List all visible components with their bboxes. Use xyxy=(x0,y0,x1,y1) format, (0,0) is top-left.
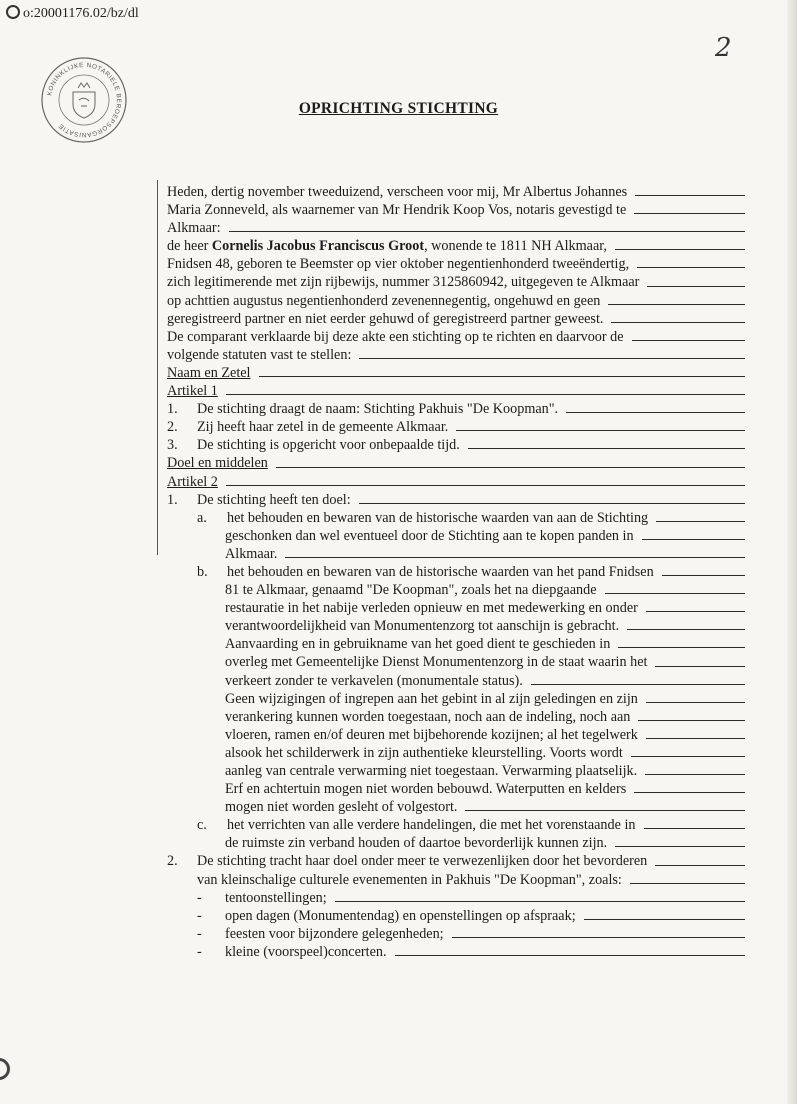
text: Alkmaar. xyxy=(225,545,278,562)
filler-line xyxy=(618,647,745,648)
text: volgende statuten vast te stellen: xyxy=(167,346,352,363)
handwritten-page-number: 2 xyxy=(715,33,732,63)
bullet-text: kleine (voorspeel)concerten. xyxy=(225,943,387,960)
sub-item-a xyxy=(167,527,745,545)
bullet-text: feesten voor bijzondere gelegenheden; xyxy=(225,925,444,942)
filler-line xyxy=(608,304,745,305)
bullet-dash: - xyxy=(197,889,202,906)
sub-item-c xyxy=(167,834,745,852)
filler-line xyxy=(630,883,745,884)
text xyxy=(167,491,351,509)
deed-body xyxy=(167,183,745,961)
text xyxy=(197,563,654,581)
filler-line xyxy=(615,249,745,250)
text: alsook het schilderwerk in zijn authentieke kleurstelling. Voorts wordt xyxy=(225,744,623,761)
text: aanleg van centrale verwarming niet toegestaan. Verwarming plaatselijk. xyxy=(225,763,638,779)
item-number: 1. xyxy=(167,491,178,508)
sub-item-b xyxy=(167,672,745,690)
filler-line xyxy=(335,901,745,902)
text xyxy=(197,925,444,943)
filler-line xyxy=(359,503,745,504)
sub-item-b xyxy=(167,563,745,581)
page-edge-shadow xyxy=(787,0,797,1104)
item-number: 2. xyxy=(167,853,178,870)
document-reference xyxy=(6,5,139,22)
sub-item-b xyxy=(167,653,745,671)
filler-line xyxy=(634,792,745,793)
filler-line xyxy=(644,828,745,829)
item-number: 3. xyxy=(167,437,178,454)
artikel-1-heading: Artikel 1 xyxy=(167,383,218,400)
text: verankering kunnen worden toegestaan, noch aan de indeling, noch aan xyxy=(225,708,631,725)
text xyxy=(167,852,647,870)
text: zich legitimerende met zijn rijbewijs, nummer 3125860942, uitgegeven te Alkmaar xyxy=(167,274,640,291)
text: de heer xyxy=(167,238,212,255)
text: Geen wijzigingen of ingrepen aan het gebint in al zijn geledingen en zijn xyxy=(225,690,638,707)
sub-item-c xyxy=(167,816,745,834)
filler-line xyxy=(642,539,745,540)
sub-item-b xyxy=(167,635,745,653)
filler-line xyxy=(646,702,745,703)
text: van kleinschalige culturele evenementen in Pakhuis "De Koopman", zoals: xyxy=(197,871,622,888)
bullet-dash: - xyxy=(197,925,202,942)
item-letter: a. xyxy=(197,509,207,526)
intro-line xyxy=(167,183,745,201)
text: restauratie in het nabije verleden opnieuw en met medewerking en onder xyxy=(225,600,638,617)
item-text: het behouden en bewaren van de historische waarden van het pand Fnidsen xyxy=(227,563,654,580)
text: geschonken dan wel eventueel door de Stichting aan te kopen panden in xyxy=(225,527,634,544)
margin-line xyxy=(157,180,158,555)
text xyxy=(197,509,648,527)
text xyxy=(167,436,460,454)
article-item xyxy=(167,491,745,509)
sub-item-b xyxy=(167,762,745,780)
filler-line xyxy=(646,611,745,612)
item-letter: c. xyxy=(197,817,207,834)
comparant-name: Cornelis Jacobus Franciscus Groot xyxy=(211,238,425,255)
filler-line xyxy=(638,720,745,721)
text: op achttien augustus negentienhonderd zevenennegentig, ongehuwd en geen xyxy=(167,292,601,309)
filler-line xyxy=(285,557,745,558)
text: overleg met Gemeentelijke Dienst Monumentenzorg in de staat waarin het xyxy=(225,654,648,671)
item-number: 2. xyxy=(167,419,178,436)
filler-line xyxy=(395,955,745,956)
filler-line xyxy=(637,267,745,268)
text: Alkmaar: xyxy=(167,220,221,237)
filler-line xyxy=(229,231,745,232)
text: geregistreerd partner en niet eerder gehuwd of geregistreerd partner geweest. xyxy=(167,310,604,327)
sub-item-b xyxy=(167,708,745,726)
article-item xyxy=(167,418,745,436)
sub-item-b xyxy=(167,599,745,617)
item-text: het verrichten van alle verdere handelingen, die met het vorenstaande in xyxy=(227,817,636,834)
article-item-continued xyxy=(167,871,745,889)
text: Heden, dertig november tweeduizend, verscheen voor mij, Mr Albertus Johannes xyxy=(167,184,628,200)
filler-line xyxy=(646,738,745,739)
text: 81 te Alkmaar, genaamd "De Koopman", zoals het na diepgaande xyxy=(225,582,597,599)
item-text: De stichting is opgericht voor onbepaalde tijd. xyxy=(197,437,460,454)
seal-text: KONINKLIJKE NOTARIELE BEROEPSORGANISATIE xyxy=(46,61,123,139)
filler-line xyxy=(631,756,745,757)
text: Fnidsen 48, geboren te Beemster op vier oktober negentienhonderd tweeëndertig, xyxy=(167,256,630,273)
text: , wonende te 1811 NH Alkmaar, xyxy=(424,238,607,255)
sub-item-b xyxy=(167,798,745,816)
article-item xyxy=(167,852,745,870)
comparant-line xyxy=(167,292,745,310)
text xyxy=(167,418,448,436)
verklaring-line xyxy=(167,328,745,346)
heading-doel-en-middelen: Doel en middelen xyxy=(167,455,268,472)
item-text: het behouden en bewaren van de historische waarden van aan de Stichting xyxy=(227,509,649,526)
bullet-item xyxy=(167,907,745,925)
section-heading xyxy=(167,364,745,382)
text: de ruimste zin verband houden of daartoe bevorderlijk kunnen zijn. xyxy=(225,835,608,852)
text xyxy=(167,400,558,418)
sub-item-b xyxy=(167,780,745,798)
item-text: Zij heeft haar zetel in de gemeente Alkmaar. xyxy=(197,419,449,436)
comparant-line xyxy=(167,237,745,255)
bullet-text: open dagen (Monumentendag) en openstellingen op afspraak; xyxy=(225,907,576,924)
text xyxy=(197,816,636,834)
filler-line xyxy=(359,358,745,359)
filler-line xyxy=(656,521,745,522)
text: Aanvaarding en in gebruikname van het goed dient te geschieden in xyxy=(225,636,611,653)
text xyxy=(197,889,327,907)
heading-naam-en-zetel: Naam en Zetel xyxy=(167,364,251,381)
text: De comparant verklaarde bij deze akte een stichting op te richten en daarvoor de xyxy=(167,328,624,345)
filler-line xyxy=(226,485,745,486)
item-text: De stichting tracht haar doel onder meer te verwezenlijken door het bevorderen xyxy=(197,853,648,870)
sub-item-a xyxy=(167,509,745,527)
filler-line xyxy=(452,937,745,938)
text xyxy=(197,943,387,961)
intro-line xyxy=(167,219,745,237)
item-letter: b. xyxy=(197,563,208,580)
document-title: OPRICHTING STICHTING xyxy=(298,100,499,117)
filler-line xyxy=(566,412,745,413)
bullet-item xyxy=(167,925,745,943)
filler-line xyxy=(662,575,745,576)
bullet-dash: - xyxy=(197,907,202,924)
filler-line xyxy=(647,286,745,287)
scan-corner-marker xyxy=(0,1058,10,1080)
bullet-text: tentoonstellingen; xyxy=(225,889,327,906)
sub-item-a xyxy=(167,545,745,563)
filler-line xyxy=(584,919,745,920)
text: Erf en achtertuin mogen niet worden bebouwd. Waterputten en kelders xyxy=(225,781,627,798)
item-text: De stichting draagt de naam: Stichting Pakhuis "De Koopman". xyxy=(197,401,559,418)
section-heading xyxy=(167,454,745,472)
text: verantwoordelijkheid van Monumentenzorg tot aanschijn is gebracht. xyxy=(225,618,620,635)
article-item xyxy=(167,436,745,454)
sub-item-b xyxy=(167,726,745,744)
filler-line xyxy=(531,684,745,685)
filler-line xyxy=(634,213,745,214)
bullet-item xyxy=(167,943,745,961)
filler-line xyxy=(456,430,745,431)
sub-item-b xyxy=(167,690,745,708)
artikel-2-heading: Artikel 2 xyxy=(167,473,218,490)
filler-line xyxy=(632,340,745,341)
bullet-item xyxy=(167,889,745,907)
text xyxy=(167,237,607,255)
filler-line xyxy=(226,394,745,395)
text xyxy=(197,907,576,925)
filler-line xyxy=(611,322,745,323)
scan-marker-icon xyxy=(6,5,20,19)
sub-item-b xyxy=(167,581,745,599)
sub-item-b xyxy=(167,744,745,762)
comparant-line xyxy=(167,255,745,273)
verklaring-line xyxy=(167,346,745,364)
filler-line xyxy=(276,467,745,468)
article-heading xyxy=(167,382,745,400)
filler-line xyxy=(468,448,745,449)
sub-item-b xyxy=(167,617,745,635)
filler-line xyxy=(465,810,745,811)
text: vloeren, ramen en/of deuren met bijbehorende kozijnen; al het tegelwerk xyxy=(225,726,638,743)
item-text: De stichting heeft ten doel: xyxy=(197,491,351,508)
bullet-dash: - xyxy=(197,943,202,960)
filler-line xyxy=(259,376,745,377)
comparant-line xyxy=(167,310,745,328)
filler-line xyxy=(615,846,745,847)
filler-line xyxy=(635,195,745,196)
article-heading xyxy=(167,473,745,491)
reference-text: o:20001176.02/bz/dl xyxy=(23,6,139,21)
filler-line xyxy=(605,593,746,594)
text: Maria Zonneveld, als waarnemer van Mr Hendrik Koop Vos, notaris gevestigd te xyxy=(167,202,627,219)
item-number: 1. xyxy=(167,401,178,418)
filler-line xyxy=(627,629,745,630)
text: mogen niet worden gesleht of volgestort. xyxy=(225,799,458,816)
filler-line xyxy=(655,666,745,667)
filler-line xyxy=(645,774,745,775)
article-item xyxy=(167,400,745,418)
text: verkeert zonder te verkavelen (monumentale status). xyxy=(225,672,523,689)
intro-line xyxy=(167,201,745,219)
comparant-line xyxy=(167,273,745,291)
filler-line xyxy=(655,865,745,866)
